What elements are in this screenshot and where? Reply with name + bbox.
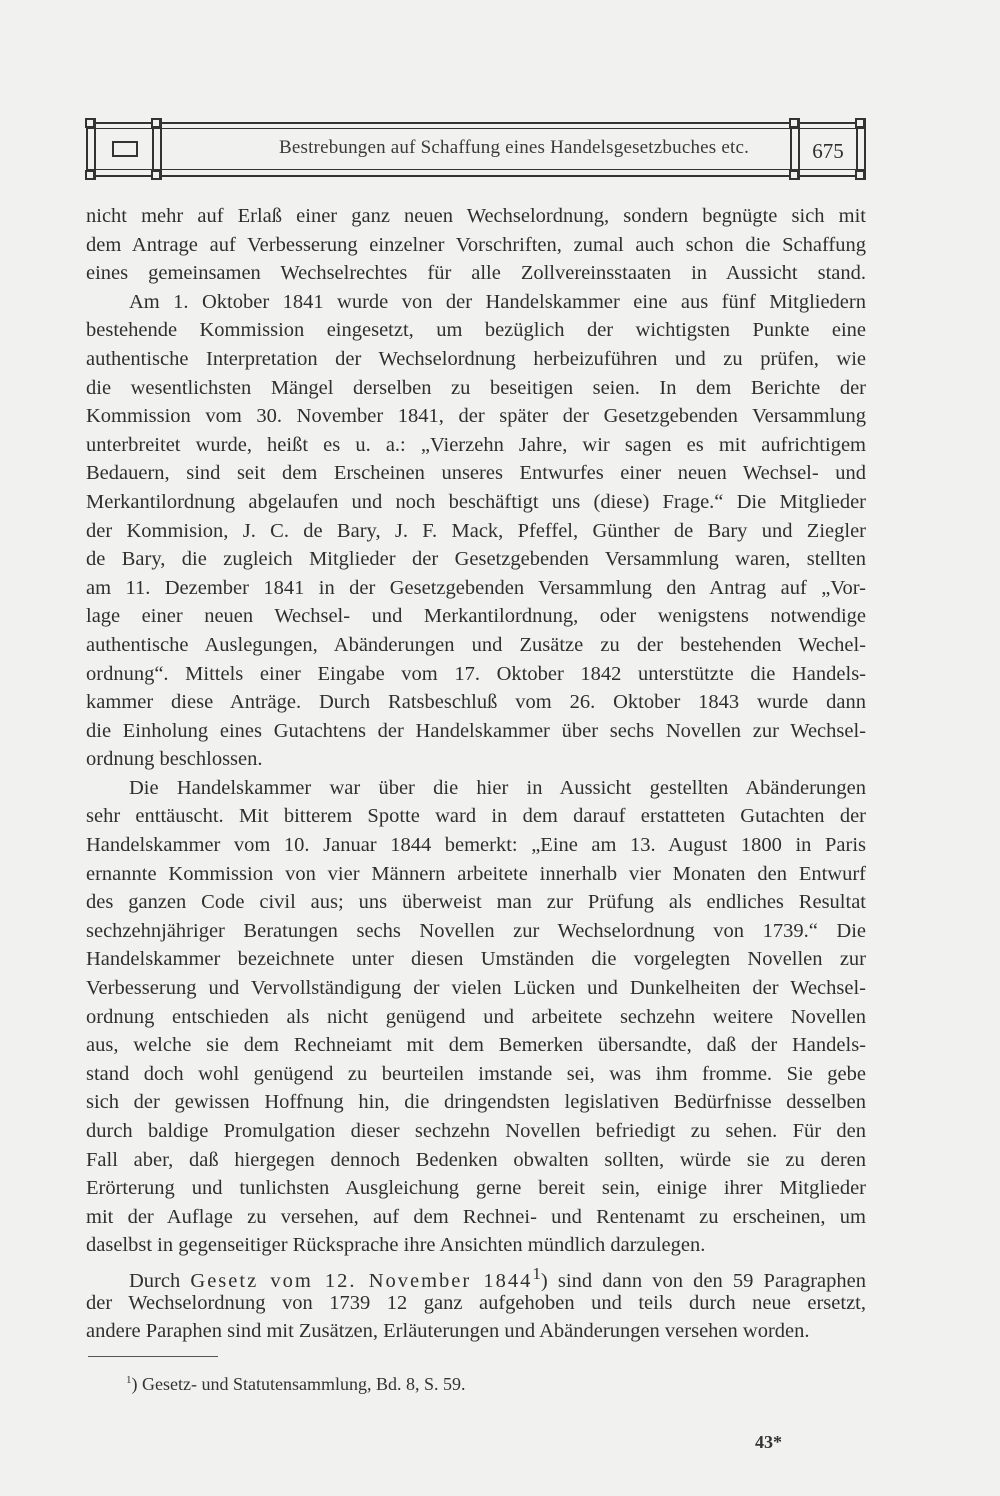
text-line: kammer diese Anträge. Durch Ratsbeschluß vom 26. Oktober 1843 wurde dann <box>86 691 866 714</box>
text-line: ordnung entschieden als nicht genügend und arbeitete sechzehn weitere Novellen <box>86 1005 866 1028</box>
text-line: andere Paraphen sind mit Zusätzen, Erläuterungen und Abänderungen versehen worden. <box>86 1320 810 1343</box>
text-line: des ganzen Code civil aus; uns überweist man zur Prüfung als endliches Resultat <box>86 891 866 914</box>
text-line: aus, welche sie dem Rechneiamt mit dem Bemerken übersandte, daß der Handels- <box>86 1034 866 1057</box>
body-text <box>86 202 866 1346</box>
footnote-divider <box>88 1356 218 1357</box>
text-line: am 11. Dezember 1841 in der Gesetzgebenden Versammlung den Antrag auf „Vor- <box>86 576 866 599</box>
header-knob <box>151 118 161 128</box>
footnote <box>126 1374 465 1395</box>
text-line: die Einholung eines Gutachtens der Handelskammer über sechs Novellen zur Wechsel- <box>86 719 866 742</box>
header-knob <box>151 170 161 180</box>
header-knob <box>789 170 799 180</box>
text-line: sehr enttäuscht. Mit bitterem Spotte ward in dem darauf erstatteten Gutachten der <box>86 805 866 828</box>
header-rule-bottom <box>86 175 866 177</box>
text-line: ordnung“. Mittels einer Eingabe vom 17. Oktober 1842 unterstützte die Handels- <box>86 662 866 685</box>
text-line: Merkantilordnung abgelaufen und noch beschäftigt uns (diese) Frage.“ Die Mitglieder <box>86 490 866 513</box>
paragraph <box>86 288 866 774</box>
header-rule-top-inner <box>86 128 866 129</box>
text-run: Durch <box>129 1269 191 1292</box>
text-line: ordnung beschlossen. <box>86 748 263 771</box>
page-number: 675 <box>812 139 844 163</box>
header-knob <box>85 118 95 128</box>
header-rule-top <box>86 122 866 124</box>
running-title: Bestrebungen auf Schaffung eines Handelsgesetzbuches etc. <box>278 137 750 158</box>
text-line: lage einer neuen Wechsel- und Merkantilordnung, oder wenigstens notwendige <box>86 605 866 628</box>
text-line: unterbreitet wurde, heißt es u. a.: „Vierzehn Jahre, wir sagen es mit aufrichtigem <box>86 433 866 456</box>
footnote-text: ) Gesetz- und Statutensammlung, Bd. 8, S. 59. <box>131 1374 466 1394</box>
text-line: Am 1. Oktober 1841 wurde von der Handelskammer eine aus fünf Mitgliedern <box>129 290 866 313</box>
text-line <box>86 1260 866 1292</box>
text-line: sich der gewissen Hoffnung hin, die dringendsten legislativen Bedürfnisse desselben <box>86 1091 866 1114</box>
header-knob <box>855 118 865 128</box>
text-line: Handelskammer vom 10. Januar 1844 bemerkt: „Eine am 13. August 1800 in Paris <box>86 834 866 857</box>
text-line: Die Handelskammer war über die hier in Aussicht gestellten Abänderungen <box>129 776 866 799</box>
text-line: authentische Auslegungen, Abänderungen und Zusätze zu der bestehenden Wechel- <box>86 633 866 656</box>
paragraph <box>86 202 866 288</box>
text-line: Erörterung und tunlichsten Ausgleichung gerne bereit sein, einige ihrer Mitglieder <box>86 1177 866 1200</box>
text-line: der Kommision, J. C. de Bary, J. F. Mack, Pfeffel, Günther de Bary und Ziegler <box>86 519 866 542</box>
text-line: bestehende Kommission eingesetzt, um bezüglich der wichtigsten Punkte eine <box>86 319 866 342</box>
text-line: Fall aber, daß hiergegen dennoch Bedenken obwalten sollten, würde sie zu deren <box>86 1148 866 1171</box>
text-line: sechzehnjähriger Beratungen sechs Novellen zur Wechselordnung von 1739.“ Die <box>86 919 866 942</box>
header-knob <box>85 170 95 180</box>
paragraph <box>86 1260 866 1346</box>
header-square-ornament <box>112 141 138 157</box>
spaced-text: Gesetz vom 12. November 1844 <box>190 1269 533 1292</box>
signature-mark: 43* <box>755 1432 782 1452</box>
paragraph <box>86 774 866 1260</box>
text-line: Kommission vom 30. November 1841, der später der Gesetzgebenden Versammlung <box>86 405 866 428</box>
text-line: Handelskammer bezeichnete unter diesen Umständen die vorgelegten Novellen zur <box>86 948 866 971</box>
text-line: stand doch wohl genügend zu beurteilen imstande sei, was ihm fromme. Sie gebe <box>86 1062 866 1085</box>
text-line: de Bary, die zugleich Mitglieder der Gesetzgebenden Versammlung waren, stellten <box>86 548 866 571</box>
text-line: authentische Interpretation der Wechselordnung herbeizuführen und zu prüfen, wie <box>86 347 866 370</box>
text-line: der Wechselordnung von 1739 12 ganz aufgehoben und teils durch neue ersetzt, <box>86 1291 866 1314</box>
text-line: dem Antrage auf Verbesserung einzelner Vorschriften, zumal auch schon die Schaffung <box>86 233 866 256</box>
text-line: Verbesserung und Vervollständigung der vielen Lücken und Dunkelheiten der Wechsel- <box>86 977 866 1000</box>
text-line: ernannte Kommission von vier Männern arbeitete innerhalb vier Monaten den Entwurf <box>86 862 866 885</box>
header-knob <box>855 170 865 180</box>
text-run: ) sind dann von den 59 Paragraphen <box>540 1269 866 1292</box>
header-knob <box>789 118 799 128</box>
header-rule-bottom-inner <box>86 169 866 170</box>
text-line: eines gemeinsamen Wechselrechtes für alle Zollvereinsstaaten in Aussicht stand. <box>86 262 866 285</box>
text-line: mit der Auflage zu versehen, auf dem Rechnei- und Rentenamt zu erscheinen, um <box>86 1205 866 1228</box>
text-line: nicht mehr auf Erlaß einer ganz neuen Wechselordnung, sondern begnügte sich mit <box>86 205 866 227</box>
text-line: die wesentlichsten Mängel derselben zu beseitigen seien. In dem Berichte der <box>86 376 866 399</box>
footnote-reference[interactable]: 1 <box>532 1263 541 1283</box>
text-line: durch baldige Promulgation dieser sechzehn Novellen befriedigt zu sehen. Für den <box>86 1120 866 1142</box>
page-header <box>86 118 866 182</box>
footnote-mark: 1 <box>126 1374 132 1386</box>
text-line: daselbst in gegenseitiger Rücksprache ihre Ansichten mündlich darzulegen. <box>86 1234 706 1257</box>
text-line: Bedauern, sind seit dem Erscheinen unseres Entwurfes einer neuen Wechsel- und <box>86 462 866 485</box>
